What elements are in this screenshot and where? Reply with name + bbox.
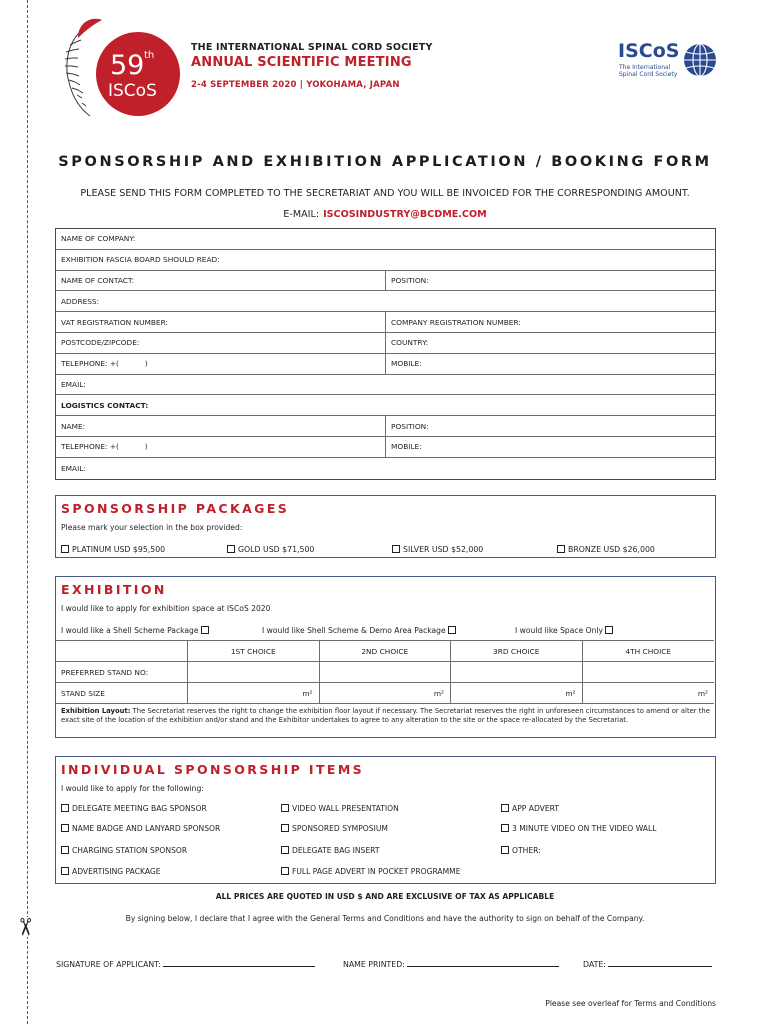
item-name-badge[interactable]	[61, 824, 220, 833]
sponsorship-packages-section	[55, 495, 716, 558]
meeting-dates: 2-4 SEPTEMBER 2020 | YOKOHAMA, JAPAN	[191, 80, 400, 90]
package-silver[interactable]	[392, 545, 483, 554]
layout-note-text: The Secretariat reserves the right to change the exhibition floor layout if necessary. The Secretariat reserves the right in unforeseen circumstances to amend or alter the exact site of the location of the exhibition and/or stand and the Exhibitor undertakes to agree to any alteration to the site or the space re-allocated by the Secretariat.	[61, 707, 710, 724]
sponsorship-instruction: Please mark your selection in the box provided:	[61, 523, 243, 532]
row-logistics-email[interactable]	[56, 458, 715, 479]
item-label: FULL PAGE ADVERT IN POCKET PROGRAMME	[292, 867, 461, 876]
checkbox[interactable]	[201, 626, 209, 634]
checkbox[interactable]	[61, 804, 69, 812]
exhibition-apply-text: I would like to apply for exhibition space at ISCoS 2020	[61, 604, 271, 613]
choice-header-row	[56, 641, 714, 662]
company-reg-field[interactable]: COMPANY REGISTRATION NUMBER:	[391, 317, 521, 327]
fascia-label: EXHIBITION FASCIA BOARD SHOULD READ:	[61, 255, 220, 265]
choice-2-header: 2ND CHOICE	[320, 641, 452, 661]
checkbox[interactable]	[61, 846, 69, 854]
stand-size-label: STAND SIZE	[56, 683, 188, 703]
mobile-field[interactable]: MOBILE:	[391, 359, 422, 369]
company-label: NAME OF COMPANY:	[61, 234, 136, 244]
package-label: GOLD USD $71,500	[238, 545, 315, 554]
individual-heading: INDIVIDUAL SPONSORSHIP ITEMS	[61, 762, 365, 777]
preferred-stand-row	[56, 662, 714, 683]
item-bag-sponsor[interactable]	[61, 804, 207, 813]
package-label: PLATINUM USD $95,500	[72, 545, 166, 554]
spine-icon	[65, 30, 90, 116]
item-label: CHARGING STATION SPONSOR	[72, 846, 188, 855]
name-printed-input[interactable]	[407, 958, 559, 967]
item-label: VIDEO WALL PRESENTATION	[292, 804, 399, 813]
item-label: APP ADVERT	[512, 804, 560, 813]
individual-instruction: I would like to apply for the following:	[61, 784, 204, 793]
item-3min-video[interactable]	[501, 824, 656, 833]
logistics-email-field: EMAIL:	[61, 463, 86, 473]
checkbox[interactable]	[227, 545, 235, 553]
checkbox[interactable]	[61, 867, 69, 875]
logo-sub-line2: Spinal Cord Society	[619, 71, 678, 78]
row-logistics	[56, 395, 715, 416]
stand-choice-3-input[interactable]	[451, 662, 583, 682]
exhibition-layout-note	[61, 707, 711, 724]
email-field: EMAIL:	[61, 379, 86, 389]
item-app-advert[interactable]	[501, 804, 559, 813]
logistics-heading: LOGISTICS CONTACT:	[61, 400, 149, 410]
item-charging-station[interactable]	[61, 846, 187, 855]
size-choice-4-input[interactable]: m²	[697, 688, 708, 698]
postcode-field[interactable]: POSTCODE/ZIPCODE:	[56, 333, 386, 353]
size-choice-2-input[interactable]: m²	[320, 683, 452, 703]
option-label: I would like a Shell Scheme Package	[61, 626, 199, 635]
row-logistics-phone	[56, 437, 715, 458]
stand-choice-2-input[interactable]	[320, 662, 452, 682]
option-shell-scheme[interactable]	[61, 626, 212, 635]
item-label: SPONSORED SYMPOSIUM	[292, 824, 388, 833]
sponsorship-heading: SPONSORSHIP PACKAGES	[61, 501, 290, 516]
scissors-icon: ✂	[11, 916, 40, 938]
row-address[interactable]	[56, 291, 715, 312]
exhibition-section	[55, 576, 716, 738]
size-choice-3-input[interactable]: m²	[451, 683, 583, 703]
contact-details-table	[55, 228, 716, 480]
declaration-text: By signing below, I declare that I agree with the General Terms and Conditions and have the authority to sign on behalf of the Company.	[125, 914, 645, 923]
choice-4-header: 4TH CHOICE	[625, 646, 672, 656]
checkbox[interactable]	[281, 824, 289, 832]
row-logistics-name	[56, 416, 715, 437]
logo-sub-line1: The International	[619, 64, 671, 71]
contact-name-field[interactable]: NAME OF CONTACT:	[56, 271, 386, 291]
option-space-only[interactable]	[515, 626, 616, 635]
item-full-page-advert[interactable]	[281, 867, 461, 876]
email-label: E-MAIL:	[283, 209, 320, 220]
email-line	[0, 209, 770, 220]
row-fascia[interactable]	[56, 250, 715, 271]
signature-field[interactable]	[56, 958, 315, 969]
checkbox[interactable]	[281, 846, 289, 854]
logistics-name-field[interactable]: NAME:	[56, 416, 386, 436]
package-label: BRONZE USD $26,000	[568, 545, 655, 554]
date-field[interactable]	[583, 958, 712, 969]
address-label: ADDRESS:	[61, 296, 100, 306]
form-title: SPONSORSHIP AND EXHIBITION APPLICATION / BOOKING FORM	[58, 154, 712, 170]
badge-org: ISCoS	[108, 81, 157, 101]
name-printed-label: NAME PRINTED:	[343, 960, 405, 969]
item-label: ADVERTISING PACKAGE	[72, 867, 161, 876]
item-label: NAME BADGE AND LANYARD SPONSOR	[72, 824, 221, 833]
item-other[interactable]	[501, 846, 541, 855]
vat-field[interactable]: VAT REGISTRATION NUMBER:	[56, 312, 386, 332]
option-label: I would like Space Only	[515, 626, 604, 635]
logistics-mobile-field[interactable]: MOBILE:	[391, 442, 422, 452]
prices-note: ALL PRICES ARE QUOTED IN USD $ AND ARE EXCLUSIVE OF TAX AS APPLICABLE	[215, 892, 555, 901]
checkbox[interactable]	[605, 626, 613, 634]
checkbox[interactable]	[501, 804, 509, 812]
item-label: DELEGATE MEETING BAG SPONSOR	[72, 804, 207, 813]
checkbox[interactable]	[281, 804, 289, 812]
red-leaf-icon	[78, 19, 102, 38]
item-label: DELEGATE BAG INSERT	[292, 846, 380, 855]
item-label: 3 MINUTE VIDEO ON THE VIDEO WALL	[512, 824, 657, 833]
row-registration	[56, 312, 715, 333]
signature-label: SIGNATURE OF APPLICANT:	[56, 960, 161, 969]
logo-subtitle	[619, 64, 677, 78]
item-bag-insert[interactable]	[281, 846, 379, 855]
row-phone	[56, 354, 715, 375]
item-video-wall[interactable]	[281, 804, 399, 813]
logistics-telephone-field[interactable]: TELEPHONE: +( )	[56, 437, 386, 457]
signature-input[interactable]	[163, 958, 315, 967]
checkbox[interactable]	[557, 545, 565, 553]
option-shell-demo[interactable]	[262, 626, 459, 635]
stand-size-row	[56, 683, 714, 704]
date-label: DATE:	[583, 960, 606, 969]
option-label: I would like Shell Scheme & Demo Area Package	[262, 626, 446, 635]
checkbox[interactable]	[61, 545, 69, 553]
row-postcode-country	[56, 333, 715, 354]
meeting-header	[191, 42, 491, 90]
exhibition-heading: EXHIBITION	[61, 582, 167, 597]
checkbox[interactable]	[501, 846, 509, 854]
row-contact-position	[56, 271, 715, 292]
overleaf-note: Please see overleaf for Terms and Conditions	[545, 999, 716, 1008]
logo-name: ISCoS	[618, 40, 680, 62]
logistics-position-field[interactable]: POSITION:	[391, 421, 429, 431]
instruction-text: PLEASE SEND THIS FORM COMPLETED TO THE SECRETARIAT AND YOU WILL BE INVOICED FOR THE CORRESPONDING AMOUNT.	[80, 188, 690, 199]
empty-cell	[56, 641, 188, 661]
badge-suffix: th	[144, 50, 155, 61]
globe-icon	[682, 42, 718, 78]
package-platinum[interactable]	[61, 545, 165, 554]
checkbox[interactable]	[501, 824, 509, 832]
package-gold[interactable]	[227, 545, 314, 554]
badge-number: 59	[110, 50, 145, 81]
name-printed-field[interactable]	[343, 958, 559, 969]
position-field[interactable]: POSITION:	[391, 275, 429, 285]
checkbox[interactable]	[392, 545, 400, 553]
email-link[interactable]: ISCOSINDUSTRY@BCDME.COM	[323, 209, 487, 220]
size-choice-1-input[interactable]: m²	[188, 683, 320, 703]
date-input[interactable]	[608, 958, 712, 967]
item-label: OTHER:	[512, 846, 541, 855]
telephone-field[interactable]: TELEPHONE: +( )	[56, 354, 386, 374]
society-name: THE INTERNATIONAL SPINAL CORD SOCIETY	[191, 42, 433, 53]
item-symposium[interactable]	[281, 824, 388, 833]
stand-choice-table	[56, 640, 714, 704]
country-field[interactable]: COUNTRY:	[391, 338, 429, 348]
checkbox[interactable]	[448, 626, 456, 634]
checkbox[interactable]	[281, 867, 289, 875]
stand-choice-4-input[interactable]	[583, 662, 715, 682]
choice-3-header: 3RD CHOICE	[451, 641, 583, 661]
package-label: SILVER USD $52,000	[403, 545, 484, 554]
checkbox[interactable]	[61, 824, 69, 832]
item-advertising-package[interactable]	[61, 867, 161, 876]
meeting-badge-logo	[56, 16, 186, 121]
meeting-name: ANNUAL SCIENTIFIC MEETING	[191, 55, 412, 70]
individual-sponsorship-section	[55, 756, 716, 884]
layout-note-label: Exhibition Layout:	[61, 707, 131, 715]
preferred-stand-label: PREFERRED STAND NO:	[56, 662, 188, 682]
iscos-logo	[616, 40, 721, 82]
stand-choice-1-input[interactable]	[188, 662, 320, 682]
row-company[interactable]	[56, 229, 715, 250]
row-email[interactable]	[56, 375, 715, 396]
choice-1-header: 1ST CHOICE	[188, 641, 320, 661]
package-bronze[interactable]	[557, 545, 655, 554]
